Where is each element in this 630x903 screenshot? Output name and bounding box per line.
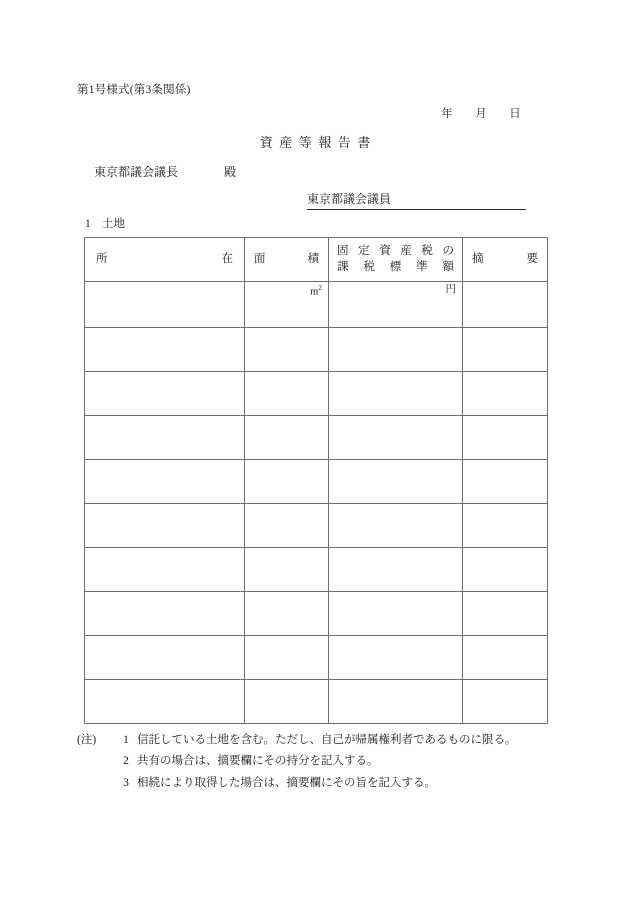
table-header-row	[85, 238, 548, 282]
header-tax-l1-c2: 定	[358, 244, 370, 257]
addressee-honorific: 殿	[224, 165, 237, 179]
note-text: 相続により取得した場合は、摘要欄にその旨を記入する。	[137, 776, 436, 789]
section-number: 1	[85, 218, 91, 230]
table-row	[85, 592, 548, 636]
header-tax-l1-c1: 固	[337, 244, 349, 257]
header-tax-l1-c4: 産	[400, 244, 412, 257]
cell-area[interactable]	[245, 548, 329, 592]
table-row	[85, 504, 548, 548]
notes-label: (注)	[77, 734, 97, 746]
notes-label-spacer	[77, 773, 115, 794]
cell-remarks[interactable]	[463, 636, 548, 680]
cell-area[interactable]	[245, 504, 329, 548]
header-tax-l2-c1: 課	[337, 260, 349, 273]
header-tax-line-1	[337, 244, 454, 260]
cell-location[interactable]	[85, 680, 245, 724]
header-tax-l2-c2: 税	[363, 260, 375, 273]
header-area-char-1: 面	[254, 253, 266, 266]
cell-remarks[interactable]	[463, 548, 548, 592]
signature-field[interactable]	[307, 190, 526, 210]
column-header-location	[85, 238, 245, 282]
form-code: 第1号様式(第3条関係)	[77, 84, 191, 96]
table-row	[85, 548, 548, 592]
unit-square-meter: $m^2$	[310, 283, 322, 298]
table-row	[85, 416, 548, 460]
cell-tax[interactable]	[329, 460, 463, 504]
column-header-fixed-asset-tax	[329, 238, 463, 282]
cell-remarks[interactable]	[463, 416, 548, 460]
date-day-label: 日	[509, 108, 521, 120]
cell-remarks[interactable]	[463, 680, 548, 724]
header-area-char-2: 積	[307, 253, 319, 266]
signature-role-label: 東京都議会議員	[307, 192, 392, 206]
cell-remarks[interactable]	[463, 328, 548, 372]
header-tax-l1-c5: 税	[421, 244, 433, 257]
table-row	[85, 328, 548, 372]
table-row	[85, 636, 548, 680]
cell-remarks[interactable]	[463, 592, 548, 636]
cell-location[interactable]	[85, 636, 245, 680]
notes-label-spacer	[77, 751, 115, 772]
cell-area[interactable]	[245, 636, 329, 680]
cell-location[interactable]	[85, 548, 245, 592]
cell-tax[interactable]	[329, 680, 463, 724]
cell-remarks[interactable]	[463, 504, 548, 548]
cell-area[interactable]	[245, 328, 329, 372]
cell-location[interactable]	[85, 504, 245, 548]
notes-section	[77, 730, 517, 794]
note-text: 共有の場合は、摘要欄にその持分を記入する。	[137, 755, 379, 768]
header-tax-l2-c3: 標	[389, 260, 402, 273]
section-heading-land	[85, 215, 125, 231]
header-location-char-2: 在	[221, 253, 233, 266]
cell-location[interactable]	[85, 416, 245, 460]
note-item	[77, 773, 517, 794]
cell-tax[interactable]	[329, 328, 463, 372]
addressee	[94, 163, 236, 180]
header-tax-line-2	[337, 260, 454, 276]
note-number: 1	[123, 734, 129, 746]
date-year-label: 年	[441, 108, 453, 120]
table-row	[85, 680, 548, 724]
table-row	[85, 282, 548, 328]
note-item	[77, 751, 517, 772]
cell-area[interactable]	[245, 680, 329, 724]
table-row	[85, 460, 548, 504]
cell-location[interactable]	[85, 460, 245, 504]
header-tax-l2-c5: 額	[442, 260, 454, 273]
note-number: 3	[123, 776, 129, 789]
cell-tax[interactable]	[329, 548, 463, 592]
note-number: 2	[123, 755, 129, 768]
cell-location[interactable]	[85, 372, 245, 416]
cell-remarks[interactable]	[463, 282, 548, 328]
addressee-name: 東京都議会議長	[94, 165, 179, 179]
header-tax-l1-c6: の	[442, 244, 454, 257]
section-title: 土地	[102, 218, 125, 230]
cell-area[interactable]	[245, 372, 329, 416]
cell-location[interactable]	[85, 328, 245, 372]
unit-yen: 円	[445, 284, 456, 295]
cell-remarks[interactable]	[463, 460, 548, 504]
header-tax-l2-c4: 準	[416, 260, 428, 273]
column-header-area	[245, 238, 329, 282]
column-header-remarks	[463, 238, 548, 282]
header-location-char-1: 所	[96, 253, 108, 266]
cell-area[interactable]	[245, 592, 329, 636]
header-remarks-char-2: 要	[526, 253, 538, 266]
date-line	[430, 105, 532, 121]
page-title: 資産等報告書	[259, 135, 377, 150]
table-body	[85, 282, 548, 724]
header-tax-l1-c3: 資	[379, 244, 391, 257]
cell-tax[interactable]	[329, 416, 463, 460]
cell-tax[interactable]	[329, 636, 463, 680]
cell-tax[interactable]	[329, 504, 463, 548]
date-month-label: 月	[475, 108, 487, 120]
cell-remarks[interactable]	[463, 372, 548, 416]
note-item	[77, 730, 517, 751]
cell-tax[interactable]	[329, 592, 463, 636]
header-remarks-char-1: 摘	[472, 253, 484, 266]
cell-area[interactable]	[245, 460, 329, 504]
cell-tax[interactable]	[329, 282, 463, 328]
land-assets-table	[84, 237, 548, 724]
cell-area[interactable]	[245, 282, 329, 328]
cell-tax[interactable]	[329, 372, 463, 416]
cell-location[interactable]	[85, 282, 245, 328]
note-text: 信託している土地を含む。ただし、自己が帰属権利者であるものに限る。	[137, 734, 517, 746]
table-row	[85, 372, 548, 416]
cell-location[interactable]	[85, 592, 245, 636]
cell-area[interactable]	[245, 416, 329, 460]
